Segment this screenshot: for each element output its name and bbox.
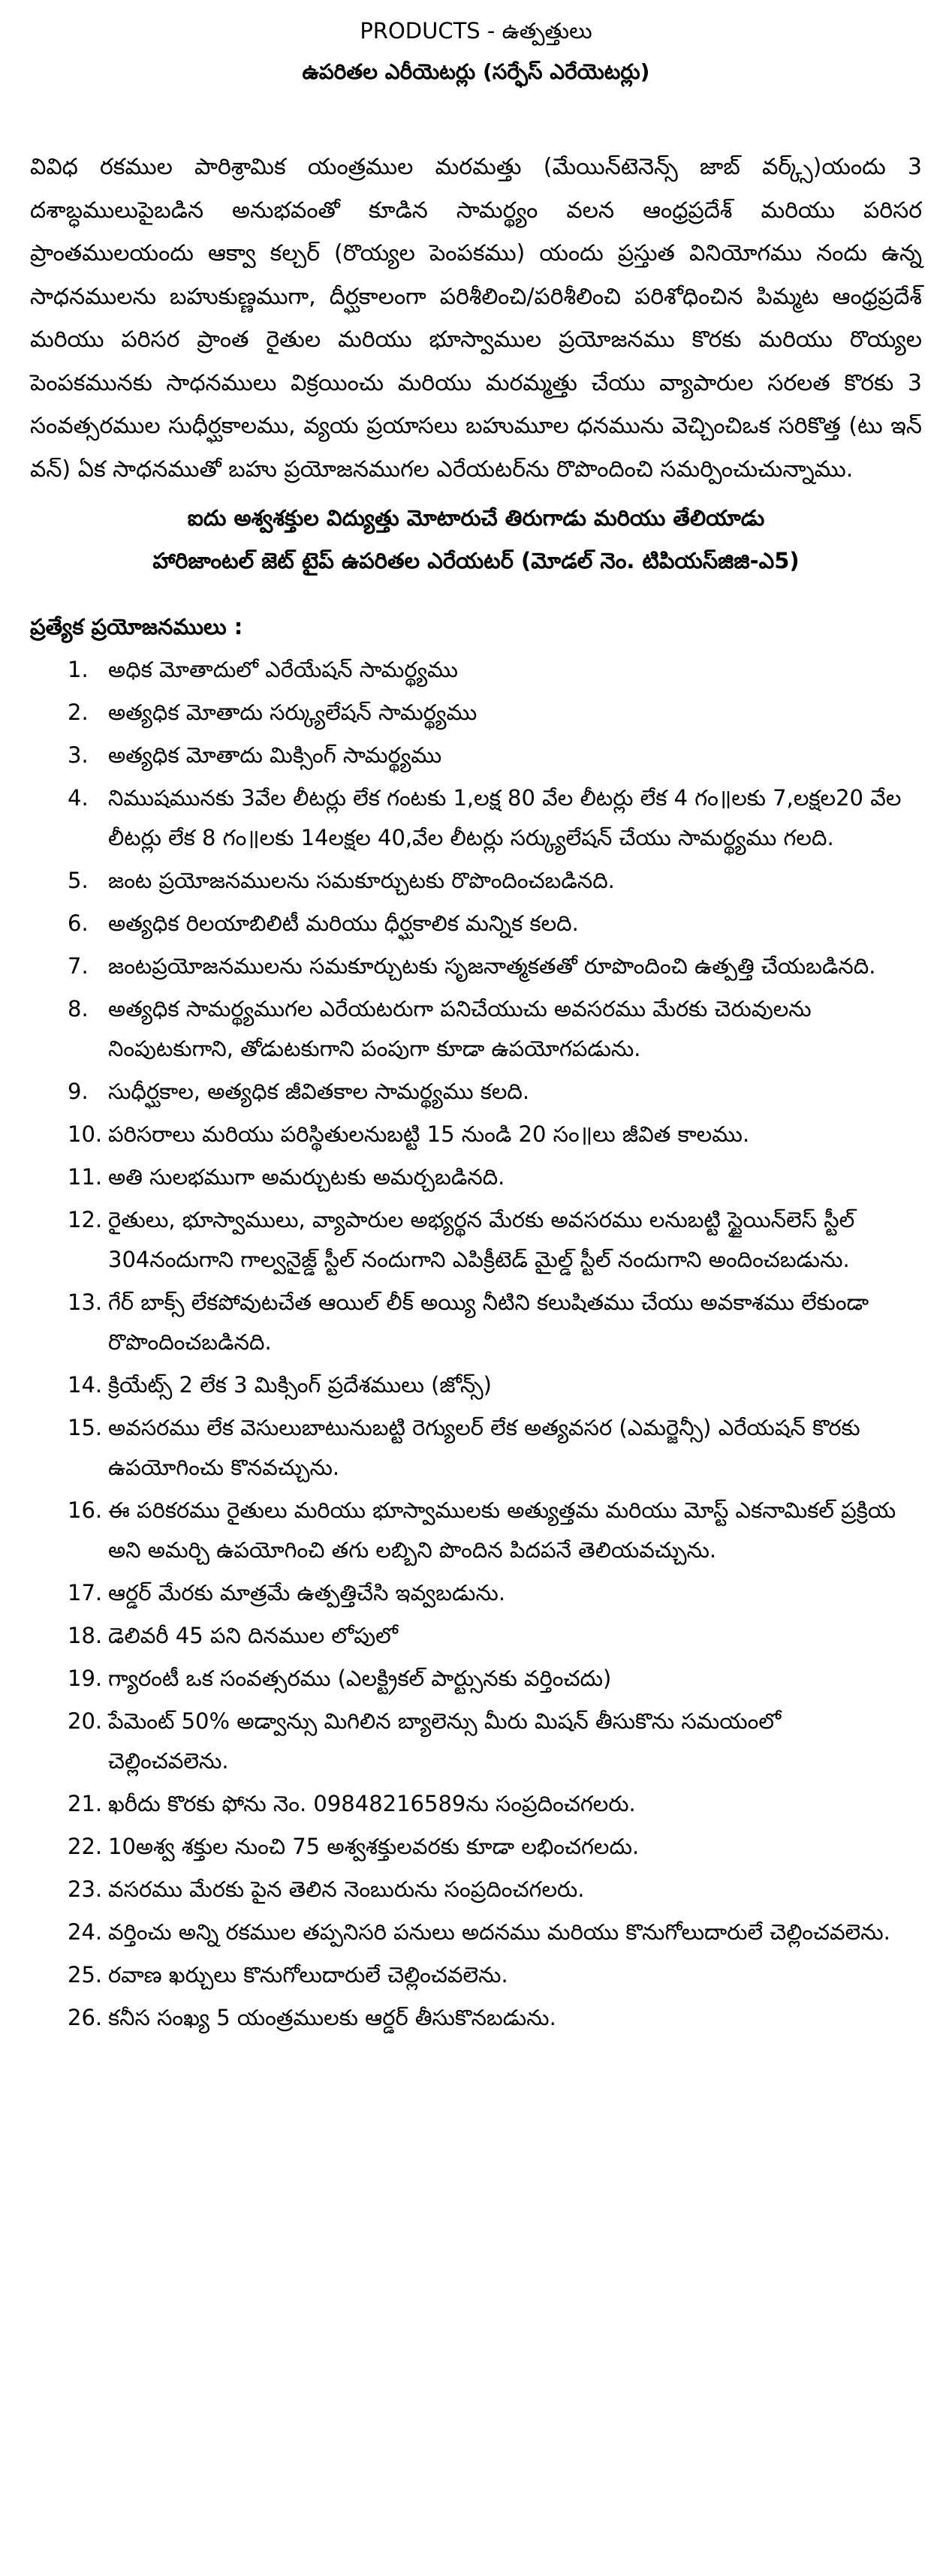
feature-number: 16. [68, 1497, 103, 1523]
feature-item [30, 1157, 922, 1197]
feature-text: సుధీర్ఘకాల, అత్యధిక జీవితకాల సామర్థ్యము కలది. [108, 1079, 530, 1104]
features-heading: ప్రత్యేక ప్రయోజనములు : [30, 614, 243, 639]
feature-number: 22. [68, 1834, 103, 1859]
feature-number: 24. [68, 1919, 103, 1945]
feature-text: అతి సులభముగా అమర్చుటకు అమర్చబడినది. [108, 1164, 505, 1190]
feature-item [30, 736, 922, 775]
feature-number: 8. [68, 996, 89, 1022]
features-list [30, 650, 922, 2038]
feature-text: అవసరము లేక వెసులుబాటునుబట్టి రెగ్యులర్ లేక అత్యవసర (ఎమర్జెన్సీ) ఎరేయషన్ కొరకు ఉపయోగించు కొనవచ్చును. [108, 1415, 860, 1480]
feature-text: వసరము మేరకు పైన తెలిన నెంబురును సంప్రదించగలరు. [108, 1876, 585, 1902]
feature-number: 20. [68, 1708, 103, 1734]
feature-item [30, 946, 922, 986]
feature-text: గ్యారంటీ ఒక సంవత్సరము (ఎలక్ట్రికల్ పార్ట్సునకు వర్తించదు) [108, 1666, 612, 1691]
feature-number: 21. [68, 1791, 103, 1816]
feature-number: 18. [68, 1623, 103, 1648]
feature-text: క్రియేట్స్ 2 లేక 3 మిక్సింగ్ ప్రదేశములు (జోన్స్) [108, 1372, 492, 1398]
intro-paragraph: వివిధ రకముల పారిశ్రామిక యంత్రముల మరమత్తు (మేయిన్‌టెనెన్స్ జాబ్ వర్క్స్)యందు 3 దశాబ్ధములుపైబడిన అనుభవంతో కూడిన సామర్థ్యం వలన ఆంధ్రప్రదేశ్ మరియు పరిసర ప్రాంతములయందు ఆక్వా కల్చర్ (రొయ్యల పెంపకము) యందు ప్రస్తుత వినియోగము నందు ఉన్న సాధనములను బహుకుణ్ణముగా, దీర్ఘకాలంగా పరిశీలించి/పరిశీలించి పరిశోధించిన పిమ్మట ఆంధ్రప్రదేశ్ మరియు పరిసర ప్రాంత రైతుల మరియు భూస్వాముల ప్రయోజనము కొరకు మరియు రొయ్యల పెంపకమునకు సాధనములు విక్రయించు మరియు మరమ్మత్తు చేయు వ్యాపారుల సరలత కొరకు 3 సంవత్సరముల సుధీర్ఘకాలము, వ్యయ ప్రయాసలు బహుమూల ధనమును వెచ్చించిఒక సరికొత్త (టు ఇన్ వన్) ఏక సాధనముతో బహు ప్రయోజనముగల ఎరేయటర్‌ను రొపొందించి సమర్పించుచున్నాము. [30, 154, 922, 483]
feature-item [30, 1998, 922, 2038]
feature-item [30, 1616, 922, 1656]
feature-item [30, 1200, 922, 1280]
feature-item [30, 650, 922, 690]
feature-number: 23. [68, 1876, 103, 1902]
feature-text: ఖరీదు కొరకు ఫోను నెం. 09848216589ను సంప్రదించగలరు. [108, 1791, 636, 1816]
feature-text: పరిసరాలు మరియు పరిస్థితులనుబట్టి 15 నుండి 20 సం॥లు జీవిత కాలము. [108, 1121, 750, 1147]
feature-number: 14. [68, 1372, 103, 1398]
model-heading-line-1: ఐదు అశ్వశక్తుల విద్యుత్తు మోటారుచే తిరుగాడు మరియు తేలియాడు [187, 505, 765, 531]
model-heading-line-2: హారిజాంటల్ జెట్ టైప్ ఉపరితల ఎరేయటర్ (మోడల్ నెం. టిపియస్‌జిజి-ఎ5) [152, 548, 800, 573]
feature-text: గేర్ బాక్స్ లేకపోవుటచేత ఆయిల్ లీక్ అయ్యి నీటిని కలుషితము చేయు అవకాశము లేకుండా రొపొందించబడినది. [108, 1290, 869, 1355]
feature-item [30, 1827, 922, 1867]
feature-item [30, 1955, 922, 1995]
feature-number: 11. [68, 1164, 103, 1190]
feature-item [30, 778, 922, 858]
page-title: PRODUCTS - ఉత్పత్తులు [360, 18, 592, 44]
feature-item [30, 693, 922, 733]
feature-number: 4. [68, 785, 89, 811]
feature-number: 17. [68, 1580, 103, 1605]
feature-number: 9. [68, 1079, 89, 1104]
feature-number: 26. [68, 2005, 103, 2030]
feature-text: ఈ పరికరము రైతులు మరియు భూస్వాములకు అత్యుత్తమ మరియు మోస్ట్ ఎకనామికల్ ప్రక్రియ అని అమర్చి ఉపయోగించి తగు లబ్బిని పొందిన పిదపనే తెలియవచ్చును. [108, 1497, 896, 1563]
feature-item [30, 1283, 922, 1362]
feature-item [30, 1491, 922, 1570]
feature-number: 2. [68, 700, 89, 725]
feature-text: అధిక మోతాదులో ఎరేయేషన్ సామర్థ్యము [108, 657, 458, 682]
feature-item [30, 1702, 922, 1781]
feature-text: అత్యధిక రిలయాబిలిటీ మరియు ధీర్ఘకాలిక మన్నిక కలది. [108, 910, 579, 936]
feature-number: 6. [68, 910, 89, 936]
feature-item [30, 1912, 922, 1952]
feature-number: 15. [68, 1415, 103, 1440]
feature-text: పేమెంట్ 50% అడ్వాన్సు మిగిలిన బ్యాలెన్సు మీరు మిషన్ తీసుకొను సమయంలో చెల్లించవలెను. [108, 1708, 782, 1774]
feature-text: అత్యధిక మోతాదు మిక్సింగ్ సామర్థ్యము [108, 742, 442, 768]
feature-number: 3. [68, 742, 89, 768]
feature-item [30, 1784, 922, 1824]
feature-number: 10. [68, 1121, 103, 1147]
feature-text: వర్తించు అన్ని రకముల తప్పనిసరి పనులు అదనము మరియు కొనుగోలుదారులే చెల్లించవలెను. [108, 1919, 890, 1945]
feature-item [30, 1870, 922, 1909]
feature-text: కనీస సంఖ్య 5 యంత్రములకు ఆర్డర్ తీసుకొనబడును. [108, 2005, 556, 2030]
feature-text: ఆర్డర్ మేరకు మాత్రమే ఉత్పత్తిచేసి ఇవ్వబడును. [108, 1580, 506, 1605]
feature-item [30, 1573, 922, 1613]
feature-number: 25. [68, 1962, 103, 1988]
feature-number: 1. [68, 657, 89, 682]
feature-number: 7. [68, 953, 89, 979]
feature-number: 19. [68, 1666, 103, 1691]
feature-item [30, 1408, 922, 1488]
feature-text: రైతులు, భూస్వాములు, వ్యాపారుల అభ్యర్థన మేరకు అవసరము లనుబట్టి స్టైయిన్‌లెస్ స్టీల్ 304నందుగాని గాల్వనైజ్డ్ స్టీల్ నందుగాని ఎపిక్రీటెడ్ మైల్డ్ స్టీల్ నందుగాని అందించబడును. [108, 1207, 855, 1272]
feature-text: నిముషమునకు 3వేల లీటర్లు లేక గంటకు 1,లక్ష 80 వేల లీటర్లు లేక 4 గం॥లకు 7,లక్షల20 వేల లీటర్లు లేక 8 గం॥లకు 14లక్షల 40,వేల లీటర్లు సర్క్యులేషన్ చేయు సామర్థ్యము గలది. [108, 785, 902, 850]
feature-item [30, 989, 922, 1069]
feature-text: అత్యధిక మోతాదు సర్క్యులేషన్ సామర్థ్యము [108, 700, 478, 725]
feature-item [30, 1115, 922, 1154]
feature-item [30, 1659, 922, 1699]
feature-number: 12. [68, 1207, 103, 1232]
feature-item [30, 904, 922, 943]
feature-number: 13. [68, 1290, 103, 1315]
page-subtitle: ఉపరితల ఎరీయెటర్లు (సర్ఫేస్ ఎరేయెటర్లు) [302, 59, 650, 84]
feature-text: 10అశ్వ శక్తుల నుంచి 75 అశ్వశక్తులవరకు కూడా లభించగలదు. [108, 1834, 640, 1859]
feature-item [30, 1365, 922, 1405]
feature-number: 5. [68, 868, 89, 893]
feature-text: జంటప్రయోజనములను సమకూర్చుటకు సృజనాత్మకతతో రూపొందించి ఉత్పత్తి చేయబడినది. [108, 953, 876, 979]
feature-text: జంట ప్రయోజనములను సమకూర్చుటకు రొపొందించబడినది. [108, 868, 615, 893]
feature-item [30, 861, 922, 901]
feature-text: డెలివరీ 45 పని దినముల లోపులో [108, 1623, 399, 1648]
feature-item [30, 1072, 922, 1112]
feature-text: రవాణ ఖర్చులు కొనుగోలుదారులే చెల్లించవలెను. [108, 1962, 508, 1988]
feature-text: అత్యధిక సామర్థ్యముగల ఎరేయటరుగా పనిచేయుచు అవసరము మేరకు చెరువులను నింపుటకుగాని, తోడుటకుగాని పంపుగా కూడా ఉపయోగపడును. [108, 996, 812, 1061]
